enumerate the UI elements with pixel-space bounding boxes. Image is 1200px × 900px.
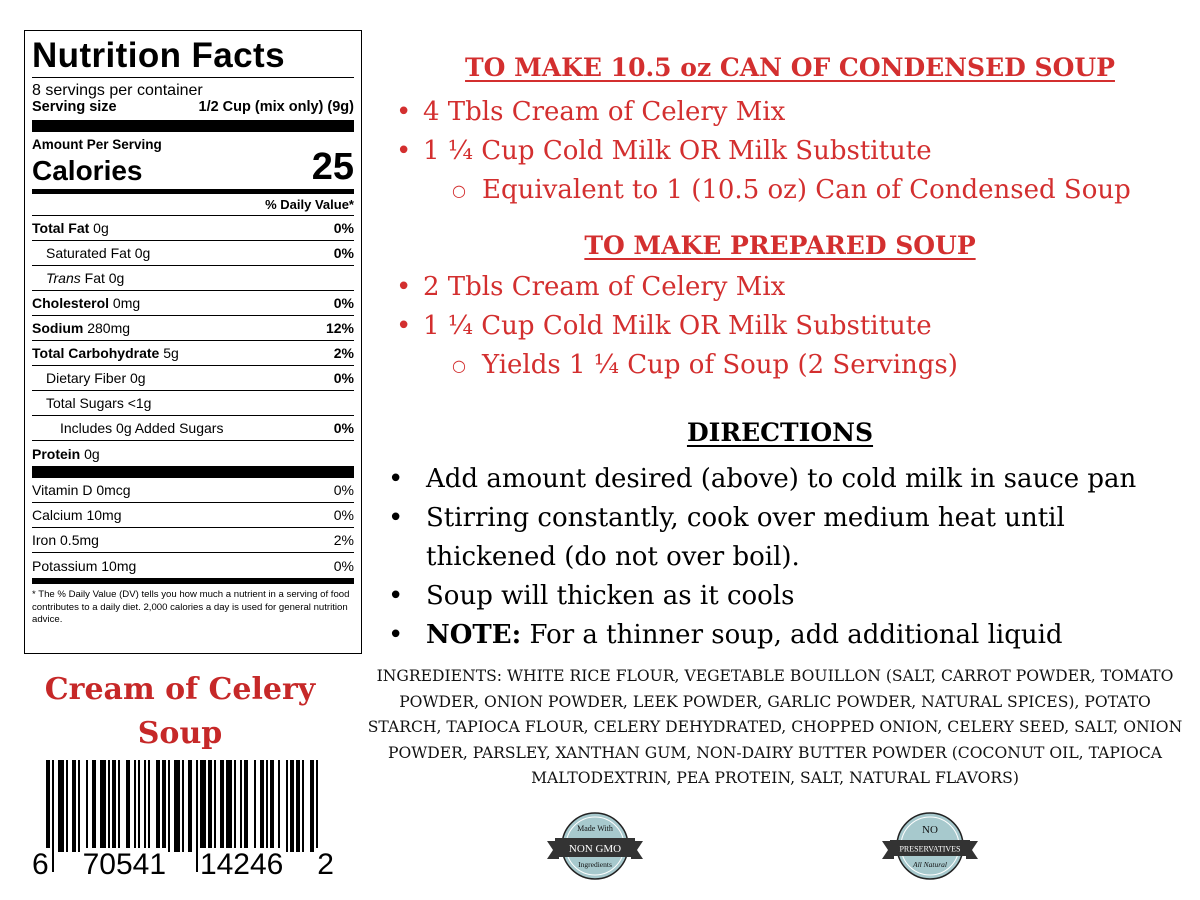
nutrient-row-dietary-fiber [32, 366, 354, 391]
direction-text: Stirring constantly, cook over medium heat until thickened (do not over boil). [426, 503, 1065, 572]
nutrient-label-italic: Trans [46, 270, 81, 286]
bullet-icon: • [388, 503, 404, 533]
product-name-line2: Soup [137, 716, 223, 751]
nutrient-label: Dietary Fiber 0g [46, 370, 146, 386]
barcode-bar [240, 760, 242, 852]
prepared-heading: TO MAKE PREPARED SOUP [584, 231, 976, 260]
nutrient-pct: 12% [325, 320, 354, 336]
barcode-bar [78, 760, 80, 852]
nutrient-amount: 280mg [83, 320, 131, 336]
barcode-bar [162, 760, 166, 852]
barcode-bar [58, 760, 64, 852]
sub-list-item-text: Equivalent to 1 (10.5 oz) Can of Condensed Soup [482, 175, 1131, 205]
bullet-icon: • [396, 97, 412, 127]
calories-value: 25 [311, 146, 354, 188]
barcode-bar [296, 760, 300, 852]
note-label: NOTE: [426, 620, 522, 650]
note-text: For a thinner soup, add additional liquid [521, 620, 1063, 650]
vitamin-pct: 0% [333, 507, 354, 523]
serving-size-label: Serving size [32, 99, 117, 115]
nutrient-pct: 0% [333, 245, 354, 261]
nutrient-amount: 5g [159, 345, 179, 361]
nutrition-facts-panel [24, 30, 362, 654]
badge-bottom-text: Ingredients [578, 860, 612, 869]
servings-per-container: 8 servings per container [32, 82, 203, 99]
circle-bullet-icon: ○ [452, 181, 466, 200]
list-item-text: 4 Tbls Cream of Celery Mix [423, 97, 786, 127]
directions-heading: DIRECTIONS [686, 418, 874, 447]
nutrient-row-added-sugars [32, 416, 354, 441]
barcode-bar [72, 760, 76, 852]
barcode-bar [220, 760, 224, 852]
nutrient-pct: 0% [333, 420, 354, 436]
barcode-bar [260, 760, 264, 852]
nutrient-label: Total Fat [32, 220, 90, 236]
barcode-bar [138, 760, 140, 852]
bullet-icon: • [388, 620, 404, 650]
nutrient-label: Total Sugars <1g [46, 395, 152, 411]
bullet-icon: • [388, 464, 404, 494]
vitamin-pct: 0% [333, 482, 354, 498]
barcode-bar [108, 760, 110, 852]
nutrient-amount: 0g [80, 445, 100, 462]
nutrient-row-saturated-fat [32, 241, 354, 266]
barcode-digits [28, 848, 338, 882]
barcode-bar [188, 760, 192, 852]
thick-divider [32, 466, 354, 478]
barcode-bar [174, 760, 180, 852]
direction-text: Add amount desired (above) to cold milk in sauce pan [426, 464, 1137, 494]
vitamin-label: Calcium 10mg [32, 507, 122, 523]
barcode-bar [168, 760, 170, 852]
product-name-line1: Cream of Celery [44, 672, 316, 707]
product-name [30, 668, 330, 756]
barcode-bar [286, 760, 288, 852]
nutrient-pct: 0% [333, 295, 354, 311]
barcode-bar [148, 760, 150, 852]
vitamin-pct: 2% [333, 532, 354, 548]
nutrient-row-trans-fat [32, 266, 354, 291]
barcode-digit-group: 14246 [199, 848, 284, 881]
barcode-bar [134, 760, 136, 852]
direction-item [388, 577, 1188, 616]
ingredients-text: INGREDIENTS: WHITE RICE FLOUR, VEGETABLE BOUILLON (SALT, CARROT POWDER, TOMATO POWDER, ONION POWDER, LEEK POWDER, GARLIC POWDER, NATURAL SPICES), POTATO STARCH, TAPIOCA FLOUR, CELERY DEHYDRATED, CHOPPED ONION, CELERY SEED, SALT, ONION POWDER, PARSLEY, XANTHAN GUM, NON-DAIRY BUTTER POWDER (COCONUT OIL, TAPIOCA MALTODEXTRIN, PEA PROTEIN, SALT, NATURAL FLAVORS) [367, 667, 1183, 787]
nutrient-pct: 0% [333, 220, 354, 236]
circle-bullet-icon: ○ [452, 356, 466, 375]
direction-item [388, 460, 1188, 499]
amount-per-serving: Amount Per Serving [32, 137, 162, 152]
nutrient-label: Total Carbohydrate [32, 345, 160, 361]
badge-band-text: NON GMO [568, 843, 622, 855]
badge-top-text: Made With [577, 824, 613, 833]
barcode-bar [100, 760, 106, 852]
nutrient-label: Sodium [32, 320, 84, 336]
non-gmo-badge [545, 808, 645, 888]
list-item-text: 1 ¼ Cup Cold Milk OR Milk Substitute [423, 311, 932, 341]
condensed-heading: TO MAKE 10.5 oz CAN OF CONDENSED SOUP [465, 53, 1115, 82]
bullet-icon: • [396, 136, 412, 166]
nutrient-label: Fat 0g [80, 270, 125, 286]
nutrient-row-total-sugars [32, 391, 354, 416]
nutrient-row-protein [32, 441, 354, 466]
divider [32, 77, 354, 78]
badge-band-text: PRESERVATIVES [899, 844, 961, 854]
barcode-bar [310, 760, 314, 852]
vitamin-row-potassium [32, 553, 354, 578]
barcode-bar [254, 760, 256, 852]
barcode-bar [112, 760, 116, 852]
nutrient-label: Cholesterol [32, 295, 110, 311]
calories-label: Calories [32, 155, 143, 186]
vitamin-label: Iron 0.5mg [32, 532, 99, 548]
barcode-bar [118, 760, 120, 852]
sub-list-item-text: Yields 1 ¼ Cup of Soup (2 Servings) [482, 350, 958, 380]
nutrient-amount: 0g [89, 220, 109, 236]
barcode-bar [244, 760, 248, 852]
nutrient-row-total-fat [32, 216, 354, 241]
nutrient-row-total-carbohydrate [32, 341, 354, 366]
barcode-bar [266, 760, 268, 852]
barcode-bar [92, 760, 96, 852]
list-item-text: 2 Tbls Cream of Celery Mix [423, 272, 786, 302]
barcode-digit-group: 6 [32, 848, 49, 881]
nutrient-label: Protein [32, 445, 81, 462]
vitamin-pct: 0% [333, 557, 354, 574]
barcode-bar [144, 760, 146, 852]
nutrient-row-cholesterol [32, 291, 354, 316]
barcode-bar [66, 760, 68, 852]
list-item-text: 1 ¼ Cup Cold Milk OR Milk Substitute [423, 136, 932, 166]
barcode-bar [278, 760, 280, 852]
barcode-bar [302, 760, 304, 852]
barcode-bar [156, 760, 160, 852]
nutrient-label: Saturated Fat 0g [46, 245, 151, 261]
nutrient-row-sodium [32, 316, 354, 341]
barcode-bar [226, 760, 232, 852]
nutrient-pct: 0% [333, 370, 354, 386]
barcode-bar [214, 760, 216, 852]
daily-value-footnote: * The % Daily Value (DV) tells you how much a nutrient in a serving of food contributes to a daily diet. 2,000 calories a day is used for general nutrition advice. [32, 583, 354, 627]
serving-size-value: 1/2 Cup (mix only) (9g) [198, 99, 354, 115]
badge-bottom-text: All Natural [913, 860, 947, 869]
barcode-bar [270, 760, 274, 852]
vitamin-label: Vitamin D 0mcg [32, 482, 131, 498]
nutrient-pct: 2% [333, 345, 354, 361]
direction-text: Soup will thicken as it cools [426, 581, 795, 611]
nutrient-amount: 0mg [109, 295, 141, 311]
bullet-icon: • [396, 272, 412, 302]
nutrition-title: Nutrition Facts [32, 36, 285, 75]
vitamin-row-vitamin-d [32, 478, 354, 503]
barcode-bar [86, 760, 88, 852]
barcode [28, 760, 338, 882]
barcode-digit-group: 70541 [82, 848, 167, 881]
no-preservatives-badge-icon [880, 808, 980, 888]
bullet-icon: • [396, 311, 412, 341]
vitamin-row-iron [32, 528, 354, 553]
vitamin-label: Potassium 10mg [32, 557, 137, 574]
barcode-bar [126, 760, 130, 852]
barcode-digit-group: 2 [317, 848, 334, 881]
barcode-bar [316, 760, 318, 852]
barcode-bar [290, 760, 294, 852]
no-preservatives-badge [880, 808, 980, 888]
directions-list [388, 460, 1188, 655]
barcode-bar [234, 760, 236, 852]
badge-top-text: NO [922, 824, 938, 836]
non-gmo-badge-icon [545, 808, 645, 888]
bullet-icon: • [388, 581, 404, 611]
serving-size-row [32, 99, 354, 116]
nutrient-label: Includes 0g Added Sugars [60, 420, 224, 436]
barcode-bar [182, 760, 184, 852]
direction-item [388, 499, 1188, 577]
direction-item-note [388, 616, 1188, 655]
vitamin-row-calcium [32, 503, 354, 528]
calories-row [32, 146, 354, 188]
thick-divider [32, 120, 354, 132]
barcode-bar [208, 760, 212, 852]
daily-value-header: % Daily Value* [32, 194, 354, 216]
